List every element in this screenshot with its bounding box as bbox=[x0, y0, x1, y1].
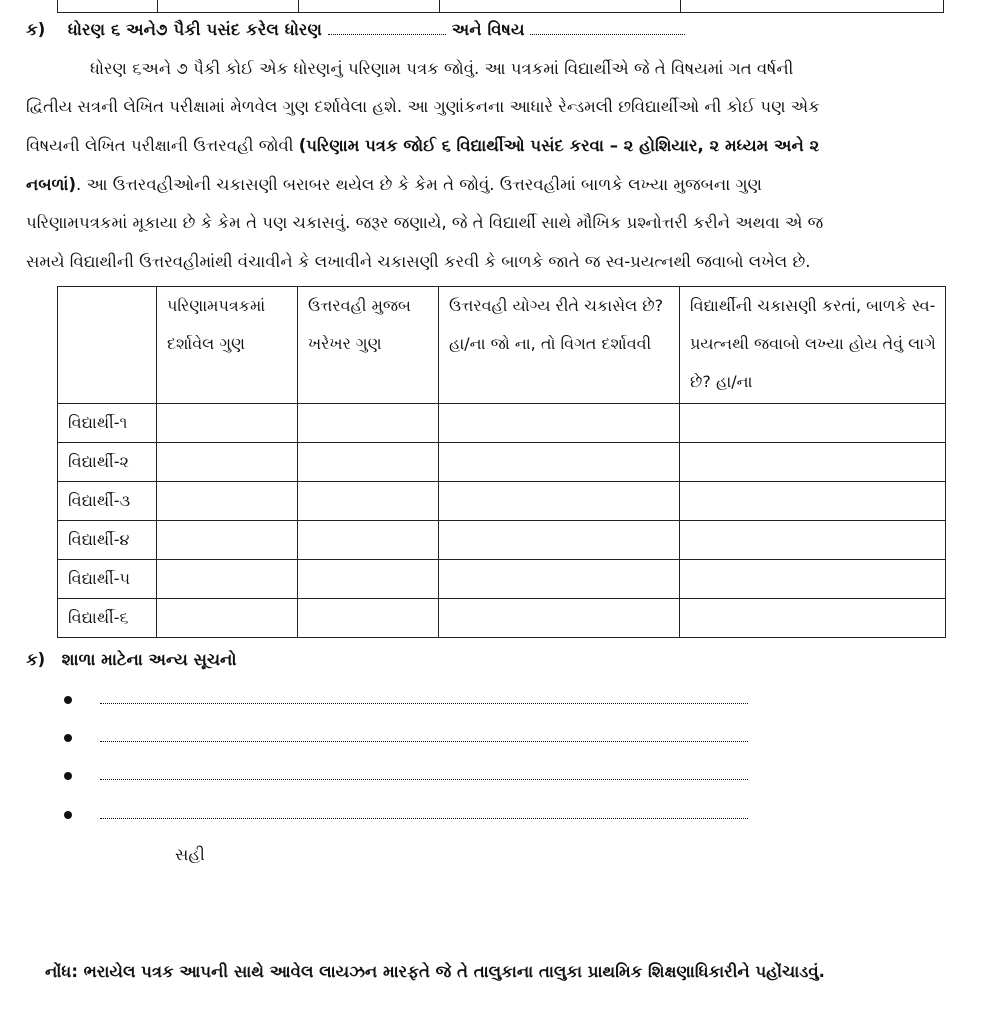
paragraph-bold-text: (પરિણામ પત્રક જોઈ ૬ વિદ્યાર્થીઓ પસંદ કરવા – ૨ હોશિયાર, ૨ મધ્યમ અને ૨ bbox=[298, 136, 820, 155]
table-divider bbox=[439, 0, 440, 12]
suggestion-item[interactable] bbox=[64, 692, 754, 712]
table-cell[interactable] bbox=[157, 482, 298, 521]
table-divider bbox=[680, 0, 681, 12]
paragraph-line bbox=[26, 136, 819, 156]
student-label: વિદ્યાર્થી-૬ bbox=[58, 599, 157, 638]
table-header-blank bbox=[58, 287, 157, 404]
suggestion-item[interactable] bbox=[64, 730, 754, 750]
table-cell[interactable] bbox=[680, 404, 946, 443]
table-header-actual-marks: ઉત્તરવહી મુજબ ખરેખર ગુણ bbox=[298, 287, 439, 404]
table-cell[interactable] bbox=[298, 599, 439, 638]
student-label: વિદ્યાર્થી-૩ bbox=[58, 482, 157, 521]
bullet-icon bbox=[64, 811, 72, 819]
bullet-icon bbox=[64, 772, 72, 780]
table-cell[interactable] bbox=[439, 521, 680, 560]
table-row bbox=[58, 404, 946, 443]
table-cell[interactable] bbox=[439, 599, 680, 638]
table-divider bbox=[298, 0, 299, 12]
paragraph-line: સમયે વિદ્યાથીની ઉત્તરવહીમાંથી વંચાવીને કે લખાવીને ચકાસણી કરવી કે બાળકે જાતે જ સ્વ-પ્રયત્નથી જવાબો લખેલ છે. bbox=[26, 252, 811, 271]
table-header-result-marks: પરિણામપત્રકમાં દર્શાવેલ ગુણ bbox=[157, 287, 298, 404]
table-cell[interactable] bbox=[439, 404, 680, 443]
table-cell[interactable] bbox=[157, 404, 298, 443]
suggestions-title: શાળા માટેના અન્ય સૂચનો bbox=[61, 650, 237, 669]
table-cell[interactable] bbox=[298, 404, 439, 443]
section-label-subject: અને વિષય bbox=[451, 20, 525, 39]
table-header-self-effort: વિદ્યાર્થીની ચકાસણી કરતાં, બાળકે સ્વ-પ્રયત્નથી જવાબો લખ્યા હોય તેવું લાગે છે? હા/ના bbox=[680, 287, 946, 404]
table-row bbox=[58, 599, 946, 638]
standard-blank[interactable] bbox=[328, 20, 446, 35]
table-cell[interactable] bbox=[157, 599, 298, 638]
student-label: વિદ્યાર્થી-૨ bbox=[58, 443, 157, 482]
student-label: વિદ્યાર્થી-૪ bbox=[58, 521, 157, 560]
table-cell[interactable] bbox=[680, 443, 946, 482]
suggestion-blank[interactable] bbox=[100, 779, 748, 780]
section-label-standard: ધોરણ ૬ અને૭ પૈકી પસંદ કરેલ ધોરણ bbox=[67, 20, 323, 39]
table-cell[interactable] bbox=[298, 521, 439, 560]
table-cell[interactable] bbox=[439, 560, 680, 599]
bullet-icon bbox=[64, 734, 72, 742]
suggestion-blank[interactable] bbox=[100, 741, 748, 742]
suggestion-item[interactable] bbox=[64, 807, 754, 827]
suggestion-blank[interactable] bbox=[100, 818, 748, 819]
table-cell[interactable] bbox=[298, 443, 439, 482]
student-label: વિદ્યાર્થી-૫ bbox=[58, 560, 157, 599]
suggestions-heading bbox=[26, 650, 236, 670]
paragraph-line: ધોરણ ૬અને ૭ પૈકી કોઈ એક ધોરણનું પરિણામ પત્રક જોવું. આ પત્રકમાં વિદ્યાર્થીએ જે તે વિષયમાં ગત વર્ષની bbox=[90, 59, 794, 78]
table-row bbox=[58, 443, 946, 482]
table-cell[interactable] bbox=[680, 560, 946, 599]
paragraph-line: દ્વિતીય સત્રની લેખિત પરીક્ષામાં મેળવેલ ગુણ દર્શાવેલા હશે. આ ગુણાંકનના આધારે રેન્ડમલી છવિદ્યાર્થીઓ ની કોઈ પણ એક bbox=[26, 97, 820, 116]
section-heading bbox=[26, 20, 685, 40]
table-cell[interactable] bbox=[680, 521, 946, 560]
signature-label: સહી bbox=[175, 845, 205, 864]
table-cell[interactable] bbox=[439, 482, 680, 521]
previous-table-remnant bbox=[57, 0, 944, 13]
footer-note: નોંધ: ભરાયેલ પત્રક આપની સાથે આવેલ લાયઝન મારફતે જે તે તાલુકાના તાલુકા પ્રાથમિક શિક્ષણાધિકારીને પહોંચાડવું. bbox=[45, 962, 825, 981]
suggestion-blank[interactable] bbox=[100, 703, 748, 704]
paragraph-line: પરિણામપત્રકમાં મૂકાયા છે કે કેમ તે પણ ચકાસવું. જરૂર જણાયે, જે તે વિદ્યાર્થી સાથે મૌખિક પ્રશ્નોત્તરી કરીને અથવા એ જ bbox=[26, 213, 824, 232]
table-cell[interactable] bbox=[298, 560, 439, 599]
table-row bbox=[58, 560, 946, 599]
table-cell[interactable] bbox=[298, 482, 439, 521]
table-header-row bbox=[58, 287, 946, 404]
table-row bbox=[58, 482, 946, 521]
paragraph-line bbox=[26, 175, 762, 195]
table-cell[interactable] bbox=[157, 443, 298, 482]
section-marker: ક) bbox=[26, 20, 46, 39]
paragraph-text: . આ ઉત્તરવહીઓની ચકાસણી બરાબર થયેલ છે કે કેમ તે જોવું. ઉત્તરવહીમાં બાળકે લખ્યા મુજબના ગુણ bbox=[76, 175, 762, 194]
table-header-checked-properly: ઉત્તરવહી યોગ્ય રીતે ચકાસેલ છે? હા/ના જો ના, તો વિગત દર્શાવવી bbox=[439, 287, 680, 404]
bullet-icon bbox=[64, 696, 72, 704]
table-cell[interactable] bbox=[157, 521, 298, 560]
table-cell[interactable] bbox=[680, 599, 946, 638]
evaluation-table bbox=[57, 286, 946, 638]
section-marker: ક) bbox=[26, 650, 46, 669]
table-cell[interactable] bbox=[680, 482, 946, 521]
table-cell[interactable] bbox=[157, 560, 298, 599]
table-divider bbox=[157, 0, 158, 12]
paragraph-text: વિષયની લેખિત પરીક્ષાની ઉત્તરવહી જોવી bbox=[26, 136, 299, 155]
student-label: વિદ્યાર્થી-૧ bbox=[58, 404, 157, 443]
suggestion-item[interactable] bbox=[64, 768, 754, 788]
paragraph-bold-text: નબળાં) bbox=[26, 175, 76, 194]
table-cell[interactable] bbox=[439, 443, 680, 482]
subject-blank[interactable] bbox=[530, 20, 685, 35]
table-row bbox=[58, 521, 946, 560]
